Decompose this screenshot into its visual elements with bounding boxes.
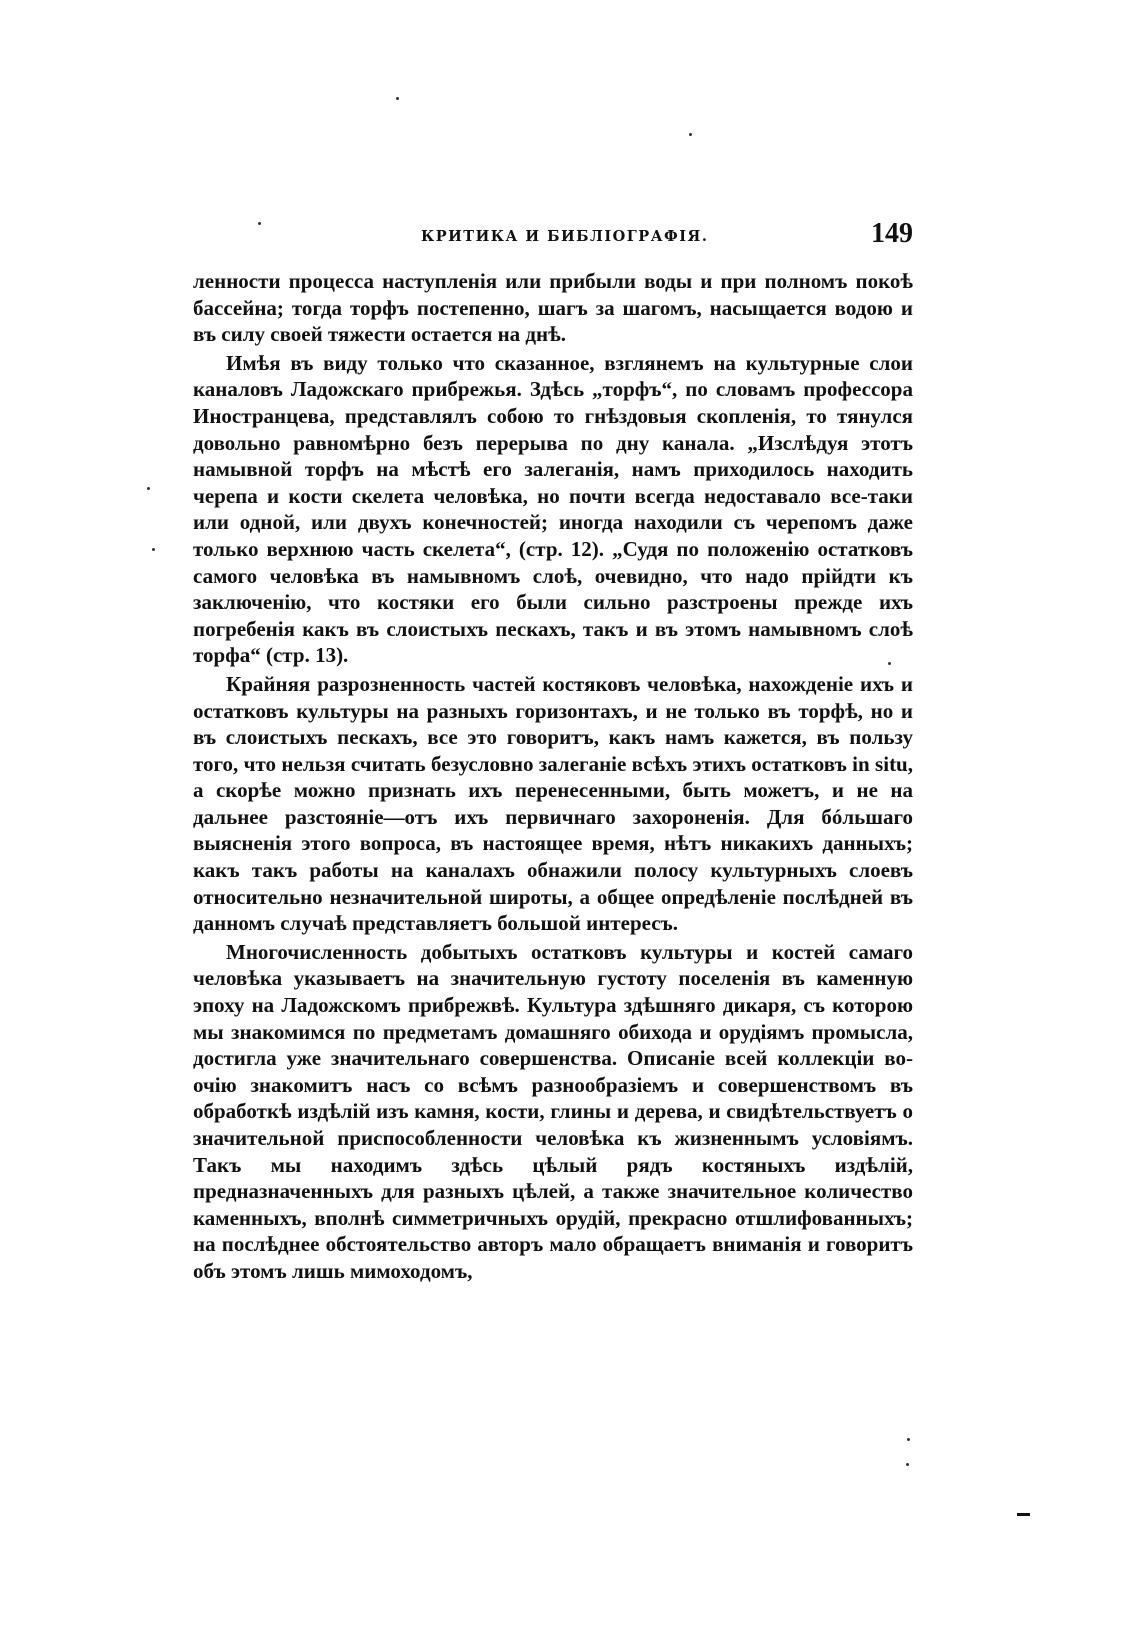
paragraph-4: Многочисленность добытыхъ остатковъ культуры и костей самаго человѣка указываетъ на значительную густоту поселенія въ каменную эпоху на Ладожскомъ прибрежвѣ. Культура здѣшняго дикаря, съ которою мы знакомимся по предметамъ домашняго обихода и орудіямъ промысла, достигла уже значительнаго совершенства. Описаніе всей коллекціи во-очію знакомитъ насъ со всѣмъ разнообразіемъ и совершенствомъ въ обработкѣ издѣлій изъ камня, кости, глины и дерева, и свидѣтельствуетъ о значительной приспособленности человѣка къ жизненнымъ условіямъ. Такъ мы находимъ здѣсь цѣлый рядъ костяныхъ издѣлій, предназначенныхъ для разныхъ цѣлей, а также значительное количество каменныхъ, вполнѣ симметричныхъ орудій, прекрасно отшлифованныхъ; на послѣднее обстоятельство авторъ мало обращаетъ вниманія и говоритъ объ этомъ лишь мимоходомъ, xyxy=(193,939,913,1283)
page-header xyxy=(193,218,913,254)
scan-speck xyxy=(396,97,399,100)
scan-speck xyxy=(152,548,155,551)
scan-speck xyxy=(906,1463,909,1466)
scan-speck xyxy=(147,487,150,490)
scan-speck xyxy=(907,1438,910,1441)
paragraph-1: ленности процесса наступленія или прибыли воды и при полномъ покоѣ бассейна; тогда торфъ постепенно, шагъ за шагомъ, насыщается водою и въ силу своей тяжести остается на днѣ. xyxy=(193,269,913,347)
paragraph-2: Имѣя въ виду только что сказанное, взглянемъ на культурные слои каналовъ Ладожскаго прибрежья. Здѣсь „торфъ“, по словамъ профессора Иностранцева, представлялъ собою то гнѣздовыя скопленія, то тянулся довольно равномѣрно безъ перерыва по дну канала. „Изслѣдуя этотъ намывной торфъ на мѣстѣ его залеганія, намъ приходилось находить черепа и кости скелета человѣка, но почти всегда недоставало все-таки или одной, или двухъ конечностей; иногда находили съ черепомъ даже только верхнюю часть скелета“, (стр. 12). „Судя по положенію остатковъ самого человѣка въ намывномъ слоѣ, очевидно, что надо прійдти къ заключенію, что костяки его были сильно разстроены прежде ихъ погребенія какъ въ слоистыхъ пескахъ, такъ и въ этомъ намывномъ слоѣ торфа“ (стр. 13). xyxy=(193,350,913,668)
page-number: 149 xyxy=(871,218,913,249)
paragraph-3: Крайняя разрозненность частей костяковъ человѣка, нахожденіе ихъ и остатковъ культуры на разныхъ горизонтахъ, и не только въ торфѣ, но и въ слоистыхъ пескахъ, все это говоритъ, какъ намъ кажется, въ пользу того, что нельзя считать безусловно залеганіе всѣхъ этихъ остатковъ in situ, а скорѣе можно признать ихъ перенесенными, быть можетъ, и не на дальнее разстояніе—отъ ихъ первичнаго захороненія. Для бóльшаго выясненія этого вопроса, въ настоящее время, нѣтъ никакихъ данныхъ; какъ такъ работы на каналахъ обнажили полосу культурныхъ слоевъ относительно незначительной широты, а общее опредѣленіе послѣдней въ данномъ случаѣ представляетъ большой интересъ. xyxy=(193,671,913,936)
scan-speck xyxy=(689,133,692,136)
page-body xyxy=(193,268,913,1285)
running-title: КРИТИКА И БИБЛІОГРАФІЯ. xyxy=(421,228,709,245)
scan-mark xyxy=(1017,1513,1030,1516)
scan-speck xyxy=(888,662,891,665)
book-page xyxy=(193,0,913,1639)
scan-speck xyxy=(258,222,261,225)
